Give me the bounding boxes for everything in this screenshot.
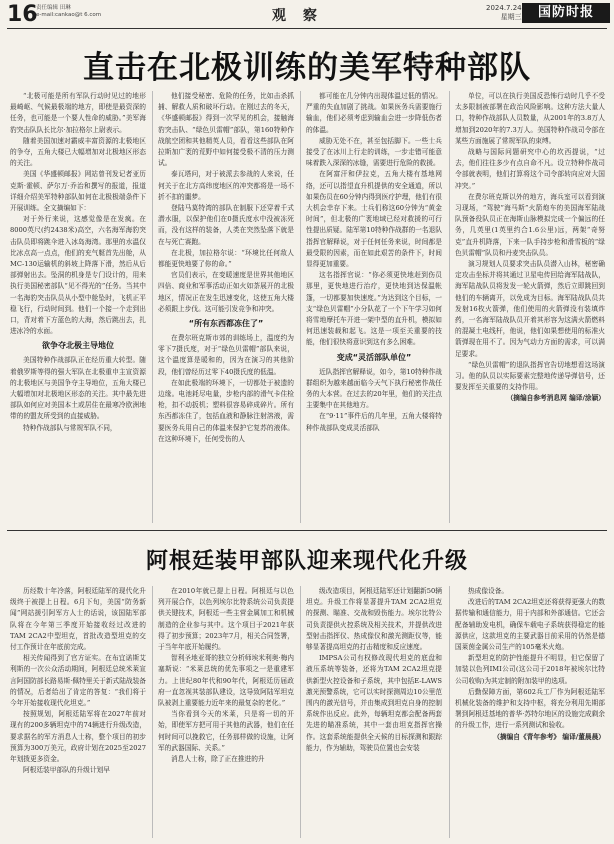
paragraph: 在费尔班克斯市郊的训练场上，温度约为零下7摄氏度，对于“绿色贝雷帽”部队来说，这个温度算是暖和的，因为在演习的其他阶段，他们曾经历过零下40摄氏度的低温。 xyxy=(158,334,294,376)
article2-column-2 xyxy=(158,586,294,840)
paragraph: 消息人士称，除了正在推进的升 xyxy=(171,755,265,764)
paragraph: 在2010年就已提上日程。阿根廷与以色列开展合作，以色列埃尔比特系统公司负责提供关键技术，阿根廷一些主营金属加工和机械制造的企业参与其中。这个项目于2021年获得了初步预算；2023年7月，相关合同签署，于当年年底开始履约。 xyxy=(158,587,294,652)
column-divider xyxy=(449,586,450,838)
paragraph: 泰瓦塔问，对于被派去参战的人来说，任何关于在北方高纬度地区的冲突都将是一场不折不扣的噩梦。 xyxy=(158,170,294,201)
paragraph: 美国《华盛顿邮报》网站曾刊发记者亚历克斯·霍顿、萨尔万·乔治和撰写的报道，报道详细介绍美军特种部队如何在北极极端条件下开展训练。全文摘编如下： xyxy=(10,170,146,213)
paragraph: 近队指挥官解释说，如今，第10特种作战群组织为越来越面临今天气下执行秘密作战任务的大本营。在过去的20年里，他们的关注点主要集中在其他地方。 xyxy=(306,367,442,410)
paragraph: 在阿富汗和伊拉克，五角大楼有基地网络，还可以指望直升机提供的安全通道，所以如果伤员在60分钟内得到医疗护理，他们有很大机会幸存下来。士兵们称这60分钟为“黄金时间”，但北极的广袤地域已经对救援的可行性提出质疑。陆军第10特种作战群的一名退队指挥官解释说，对于任何任务来说，时间都是最受限的因素，而在如此艰苦的条件下，时间显得更加重要。 xyxy=(306,170,442,269)
header-rule xyxy=(7,28,607,29)
article1-column-3 xyxy=(306,91,442,527)
paragraph: 历经数十年冷落，阿根廷陆军的现代化升级终于被提上日程。6月下旬，美国“防务新闻”网站援引阿军方人士的话说，该国陆军部队将在今年第三季度开始接收经过改进的TAM 2CA2中型坦克，首批改造型坦克的交付工作预计在年底前完成。 xyxy=(10,587,146,652)
paragraph: 演习规划人员要求突击队员潜入山林，秘密确定攻击坐标并将其通过卫星电传回给海军陆战队，海军陆战队员将发发一轮火箭弹，然后立即跳回到他们的车辆离开，以免成为目标。海军陆战队员共发射16枚火箭弹，他们使用的火箭弹没有装填炸药，一名海军陆战队员开着其形容为这满火箭燃料的混凝土电线杆，他说，他们如果想使用的标准火箭弹现在用不了。因为气动力方面的需求，可以满足要求。 xyxy=(455,260,605,358)
paragraph: 相关传闻得到了官方证实。在布宜诺斯艾利斯的一次公众活动期间，阿根廷总统米莱宣言阿国防部长路易斯·佩特里关于新式陆战装备的情况，后者给出了肯定的答复：“我们将于今年开始接收现代化坦克。” xyxy=(10,654,146,708)
paragraph: 改进后的TAM 2CA2坦克还将获得更强大的数据传输和通信能力，用于内部和外部通信。它还会配备辅助发电机，确保车载电子系统获得稳定的能源供应，这款坦克的主要武器目前采用的仍然是德国莱茵金属公司生产的105毫米火炮。 xyxy=(455,598,605,652)
paragraph: “北极可能是所有军队行动时见过的地形最崎岖、气候最极端的地方，即使是最资深的任务，也可能是一个要人性命的威胁。”美军海豹突击队队长比尔·加拉格尔上尉表示。 xyxy=(10,92,146,134)
paragraph: 他们接受秘密、危险的任务，比如击杀抓捕、解救人质和破坏行动。在刚过去的冬天，《华盛顿邮报》得到一次罕见的机会，接触海豹突击队、“绿色贝雷帽”部队，第160特种作战航空团和其他精英人员，看看这些部队在阿拉斯加广袤的荒野中如何接受极不清的压力测试。 xyxy=(158,92,294,168)
article-separator xyxy=(7,530,607,531)
paragraph: 这名指挥官说：“你必须更快地赶到伤员那里，更快地进行治疗，更快地到达保温帐篷，一切都要加快速度。”为达到这个目标，一支“绿色贝雷帽”小分队花了一个下午学习如何将雪地摩托车开进一架中型的直升机，模拟如何迅速装载和起飞。这是一项至关重要的技能，他们很快将意识到这有多么困难。 xyxy=(306,271,442,347)
paragraph: 在如此极端的环境下，一切都处于被遗的边缘。电池耗尽电量，步枪内部的滑气卡住检枪，扣不动扳机；塑料很容易碎成碎片。所有东西都冻住了，包括血液和静脉注射溶液，需要医务兵用自己的体温来保护它复苏的液体。在这种环境下，任何受伤的人 xyxy=(158,378,294,443)
paragraph: 都可能在几分钟内出现体温过低的情况。严重的失血加剧了挑战。如果医务兵需要施行输血，他们必须考虑到输血会进一步降低伤者的体温。 xyxy=(306,92,442,134)
column-divider xyxy=(152,91,153,523)
paragraph: 后勤保障方面，第602兵工厂作为阿根廷陆军机械化装备的维护和支持中枢，将充分利用先期部署到阿根廷基地的普华·苏特尔地区的设施完成剩余的升级工作，进行一系列测试和验收。 xyxy=(455,687,605,730)
article1-column-1 xyxy=(10,91,146,527)
email-line: e-mail:cankao@t 6.com xyxy=(36,12,102,18)
paragraph: 登陆马莫特湾的部队在制服下还穿着千式潜水服，以保护他们在0摄氏度水中没被冻死而，没有这样的装备，人类在突然坠落下就是在与死亡赛跑。 xyxy=(158,204,294,246)
column-divider xyxy=(449,91,450,523)
article1-column-2 xyxy=(158,91,294,527)
paragraph: 热成像设备。 xyxy=(468,587,509,595)
paragraph: 特种作战部队与常规军队不同， xyxy=(23,423,117,432)
article2-column-1 xyxy=(10,586,146,840)
source-credit: （摘编自参考消息网 编译/涂颖） xyxy=(506,394,605,403)
paragraph: 级改造项目，阿根廷陆军还计划翻新50辆坦克。升级工作将显著提升TAM 2CA2坦克的探测、瞄准、交战和毁伤能力。埃尔比特公司负责提供火控系统及相关技术，并提供改进型射击指挥仪、热成像仪和激光测距仪等，能够显著提高坦克的打击精度和反应速度。 xyxy=(306,587,442,652)
section-title: 观 察 xyxy=(272,8,323,24)
paragraph: 新型坦克的防护性能提升不明显，但它保留了加装以色列IMI公司(这公司于2018年被埃尔比特公司收购)为其定制的附加装甲的选项。 xyxy=(455,654,605,685)
article1-column-4 xyxy=(455,91,605,527)
column-divider xyxy=(300,91,301,523)
paragraph: 美国特种作战部队正在经历重大转型。随着俄罗斯等得的强大军队在北极重申主宣资源的北极地区与美国争夺主导地位，五角大楼已大幅增加对北极地区形态的关注。其中最先进部队如何应对美国本土或居住在最寒冷欧洲地带的的盟友所受到的直接威胁。 xyxy=(10,356,146,421)
page-header xyxy=(0,0,614,30)
paragraph: 威胁无处不在，甚至包括脚下。一些士兵接受了在冰川上行走的训练，一步走错可能意味着跌入深深的冰缝，需要进行危险的救援。 xyxy=(306,136,442,168)
editor-info xyxy=(36,5,101,19)
paragraph: 阿根廷装甲部队的升级计划早 xyxy=(23,766,110,775)
paragraph: 随着美国加速对霸威丰富资源的北极地区的争夺，五角大楼已大幅增加对北极地区形态的关注。 xyxy=(10,136,146,168)
paragraph: IMPSA公司有权修改现代坦克的底盘和液压系统等装备，还将为TAM 2CA2坦克提供新型火控设备和子系统，其中包括E-LAWS激光预警系统，它可以实时探测周边10公里范围内的激光信号，并由集成到坦克自身的控制系统作出反应。此外，每辆坦克都会配备两套先进的瞄准系统，其中一套由坦克指挥官操作。这套系统能提供全天候的目标探测和跟踪能力，作为辅助，驾驶员位置也会安装 xyxy=(306,654,442,752)
page-number: 16 xyxy=(7,2,38,27)
paragraph: 官员们表示，在变暖速度是世界其他地区四倍、商业和军事活动正如火如荼展开的北极地区，情况正在发生迅速变化，这使五角大楼必须跟上步伐。这可能引发竞争和冲突。 xyxy=(158,271,294,313)
article2-headline: 阿根廷装甲部队迎来现代化升级 xyxy=(145,549,468,574)
date-line: 2024.7.24 xyxy=(486,4,522,12)
newspaper-logo: 国防时报 xyxy=(522,3,610,23)
paragraph: 在北极，加拉格尔说：“环境比任何敌人都能更快地要了你的命。” xyxy=(158,248,294,269)
paragraph: 战略与国际问题研究中心的坎西提说，“过去，他们往往多少有点自命不凡。设立特种作战司令部就表明，他们打算将这个司令部转向应对大国冲突。” xyxy=(455,148,605,190)
subheading: 变成“灵活部队单位” xyxy=(336,352,412,362)
subheading: 欲争夺北极主导地位 xyxy=(42,341,114,351)
issue-date xyxy=(486,4,522,22)
paragraph: 对于外行来说，这感觉像是在发疯。在8000英尺(约2438米)高空，六名海军海豹突击队员即将跳伞进入冰岛海湾。那里的水温仅比冰点高一点点，他们的充气艇首先出舱，从MC-130运输机的斜坡上降落下滑，然后从后部弹射出去。坠洞的机身是专门设计的，用来执行美国秘密部队“见不得光的”任务。当其中一名海豹突击队员从小型中舱坠时，飞机正平稳飞行，行动时间到。他们一个接一个走到出口，背对着下方蓝色的大海，然后跳出去，扎进冰冷的水面。 xyxy=(10,215,146,336)
paragraph: 智利圣地亚哥的独立分析师埃米利奥·梅内塞斯说：“米莱总统的优先事项之一是重建军力。上世纪80年代和90年代，阿根廷历届政府一直忽视其装部队建设，这导致阿陆军坦克队被剥上重要能力近年来的最复杂的老化。” xyxy=(158,654,294,708)
paragraph: 在费尔班克斯以外的地方，海兵室可以看到演习现场，“驾驶”海马斯”火箭炮车的美国海军陆战队预备役队员正在海斯山脉模拟完成一个偏远的任务，几英里(1英里约合1.6公里)远，两架“奇努克”直升机降落，下来一队手持步枪和滑雪板的“绿色贝雷帽”队员和丹麦突击队员。 xyxy=(455,192,605,257)
paragraph: 当你看到今天的米莱，只是将一切的开始，即使军方把可用于其他的武器，他们在任何时间可以挽救它，任务那样做的设施，让阿军的武器国际、关系。” xyxy=(158,710,294,752)
paragraph: 在“9·11”事件后的几年里，五角大楼将特种作战部队变成灵活部队 xyxy=(306,412,442,432)
paragraph: “绿色贝雷帽”的退队指挥官告切地想看这场演习。他的队员以实际要素完整地传递导弹信号，还要发挥至关重要的支持作用。 xyxy=(455,360,605,392)
editor-line: 责任编辑 田琳 xyxy=(36,5,71,11)
source-credit: （摘编自《青年参考》 编译/董晨晨） xyxy=(493,732,605,741)
subheading: “所有东西都冻住了” xyxy=(188,319,264,329)
article1-headline: 直击在北极训练的美军特种部队 xyxy=(83,50,531,86)
weekday-line: 星期三 xyxy=(500,13,522,21)
paragraph: 单位，可以在执行美国反恐怖行动时几乎不受太多限制被部署在政治风险影响。这种方法大量人口，特种作战部队人员数量，从2001年的3.8万人增加到2020年的7.3万人。美国特种作战司令部在某些方面施展了常规军队的束缚。 xyxy=(455,92,605,145)
article2-column-3 xyxy=(306,586,442,840)
column-divider xyxy=(300,586,301,838)
column-divider xyxy=(152,586,153,838)
paragraph: 按照规划，阿根廷陆军将在2027年前对现有的200多辆坦克中的74辆进行升级改造，要求据名的军方消息人士称，整个项目的初步预算为300万美元，政府计划在2025至2027年划拨更多资金。 xyxy=(10,710,146,764)
article2-column-4 xyxy=(455,586,605,840)
